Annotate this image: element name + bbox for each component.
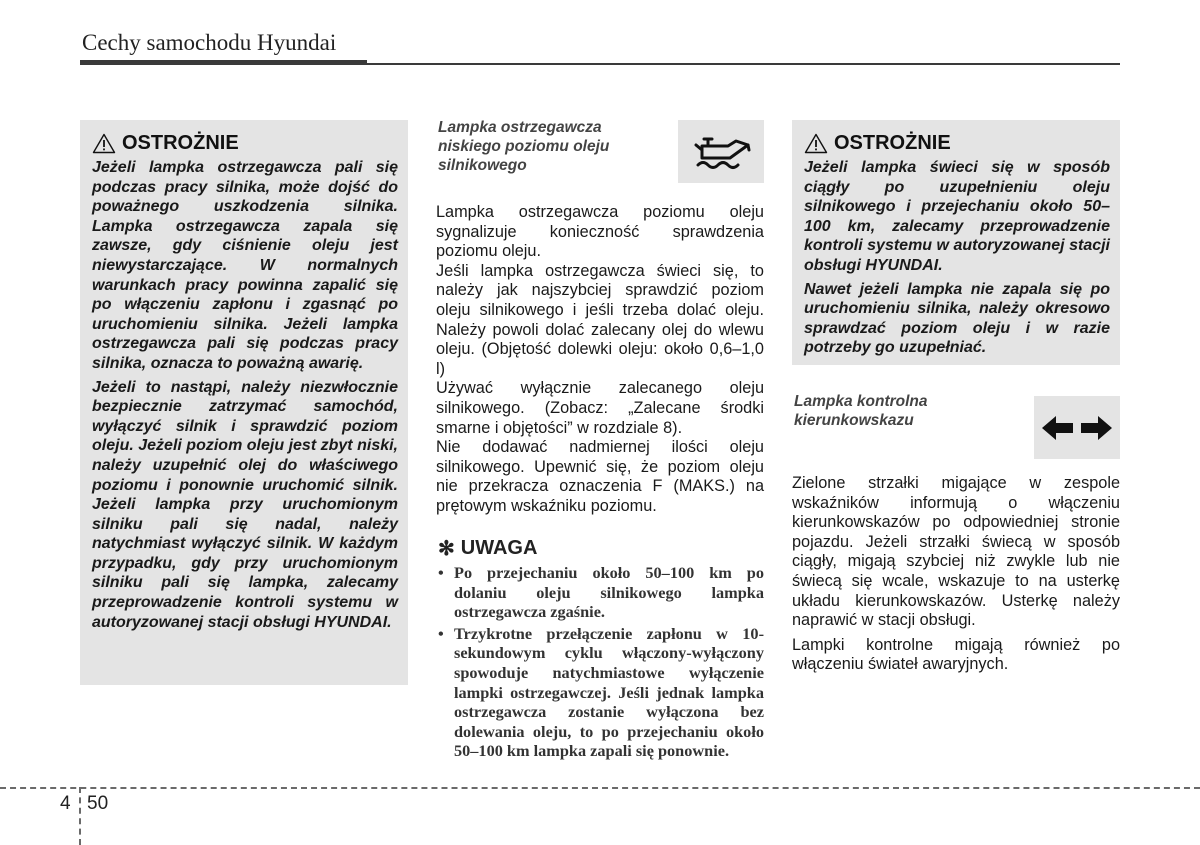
turn-signal-icon-panel: [1034, 396, 1120, 459]
turn-signal-description: [792, 474, 1120, 675]
footer-dashed-divider: [79, 787, 81, 845]
caution-paragraph: Jeżeli lampka świeci się w sposób ciągły po uzupełnieniu oleju silnikowego i przejechaniu około 50–100 km, zalecamy przeprowadzenie kontroli systemu w autoryzowanej stacji obsługi HYUNDAI.: [804, 159, 1110, 274]
footer-dashed-rule: [0, 787, 1200, 789]
list-item: • Trzykrotne przełączenie zapłonu w 10-sekundowym cyklu włączony-wyłączony spowoduje natychmiastowe wyłączenie lampki ostrzegawczej. Jeśli jednak lampka ostrzegawcza zostanie wyłączona bez dolewania oleju, to po przejechaniu około 50–100 km lampka zapali się ponownie.: [436, 624, 764, 761]
caution-paragraph: Jeżeli to nastąpi, należy niezwłocznie bezpiecznie zatrzymać samochód, wyłączyć silnik i sprawdzić poziom oleju. Jeżeli poziom oleju jest zbyt niski, należy uzupełnić olej do właściwego poziomu i ponownie uruchomić silnik. Jeżeli lampka przy uruchomionym silniku pali się nadal, należy natychmiast wyłączyć silnik. W każdym przypadku, gdy przy uruchomionym silniku pali się lampka, zalecamy przeprowadzenie kontroli systemu w autoryzowanej stacji obsługi HYUNDAI.: [92, 378, 398, 631]
turn-signal-heading: Lampka kontrolna kierunkowskazu: [794, 393, 928, 429]
note-title: UWAGA: [460, 537, 538, 559]
oil-can-icon: [688, 131, 754, 173]
turn-signal-paragraph: Zielone strzałki migające w zespole wskaźników informują o włączeniu kierunkowskazów po odpowiedniej stronie pojazdu. Jeżeli strzałki świecą w sposób ciągły, migają szybciej niż zwykle lub nie świecą się wcale, wskazuje to na usterkę układu kierunkowskazów. Usterkę należy naprawić w stacji obsługi.: [792, 474, 1120, 630]
page-header-title: Cechy samochodu Hyundai: [82, 30, 337, 55]
note-heading: [438, 536, 537, 561]
warning-triangle-icon: [92, 133, 116, 154]
list-item: • Po przejechaniu około 50–100 km po dolaniu oleju silnikowego lampka ostrzegawcza zgaśnie.: [436, 563, 764, 622]
asterisk-icon: ✻: [438, 538, 455, 560]
caution-paragraph: Jeżeli lampka ostrzegawcza pali się podczas pracy silnika, może dojść do poważnego uszkodzenia silnika. Lampka ostrzegawcza zapala się zawsze, gdy ciśnienie oleju jest niewystarczające. W normalnych warunkach pracy powinna zapalić się po włączeniu zapłonu i zgasnąć po uruchomieniu silnika. Jeżeli lampka ostrzegawcza pali się podczas pracy silnika, oznacza to poważną awarię.: [92, 159, 398, 372]
oil-lamp-icon-panel: [678, 120, 764, 183]
caution-paragraph: Nawet jeżeli lampka nie zapala się po uruchomieniu silnika, należy okresowo sprawdzać poziom oleju i w razie potrzeby go uzupełniać.: [804, 280, 1110, 357]
caution-title-text: OSTROŻNIE: [122, 131, 239, 154]
warning-triangle-icon: [804, 133, 828, 154]
caution-title-text: OSTROŻNIE: [834, 131, 951, 154]
oil-lamp-heading: Lampka ostrzegawcza niskiego poziomu oleju silnikowego: [438, 119, 610, 174]
note-list: [436, 563, 764, 763]
header-rule-thick: [80, 60, 367, 65]
turn-signal-paragraph: Lampki kontrolne migają również po włączeniu świateł awaryjnych.: [792, 635, 1120, 674]
caution-box-oil-pressure: [80, 120, 408, 685]
caution-heading: [804, 130, 1110, 156]
header-rule: [367, 63, 1120, 65]
page-number: 50: [87, 793, 109, 814]
oil-lamp-description: [436, 203, 764, 517]
caution-box-oil-level: [792, 120, 1120, 365]
caution-heading: [92, 130, 398, 156]
oil-lamp-body-text: Lampka ostrzegawcza poziomu oleju sygnalizuje konieczność sprawdzenia poziomu oleju. Jeśli lampka ostrzegawcza świeci się, to należy jak najszybciej sprawdzić poziom oleju silnikowego i jeśli trzeba dolać oleju. Należy powoli dolać zalecany olej do wlewu oleju. (Objętość dolewki oleju: około 0,6–1,0 l) Używać wyłącznie zalecanego oleju silnikowego. (Zobacz: „Zalecane środki smarne i objętości” w rozdziale 8). Nie dodawać nadmiernej ilości oleju silnikowego. Upewnić się, że poziom oleju nie przekracza oznaczenia F (MAKS.) na prętowym wskaźniku poziomu.: [436, 203, 764, 515]
turn-signal-arrows-icon: [1040, 413, 1114, 443]
chapter-number: 4: [60, 793, 71, 814]
